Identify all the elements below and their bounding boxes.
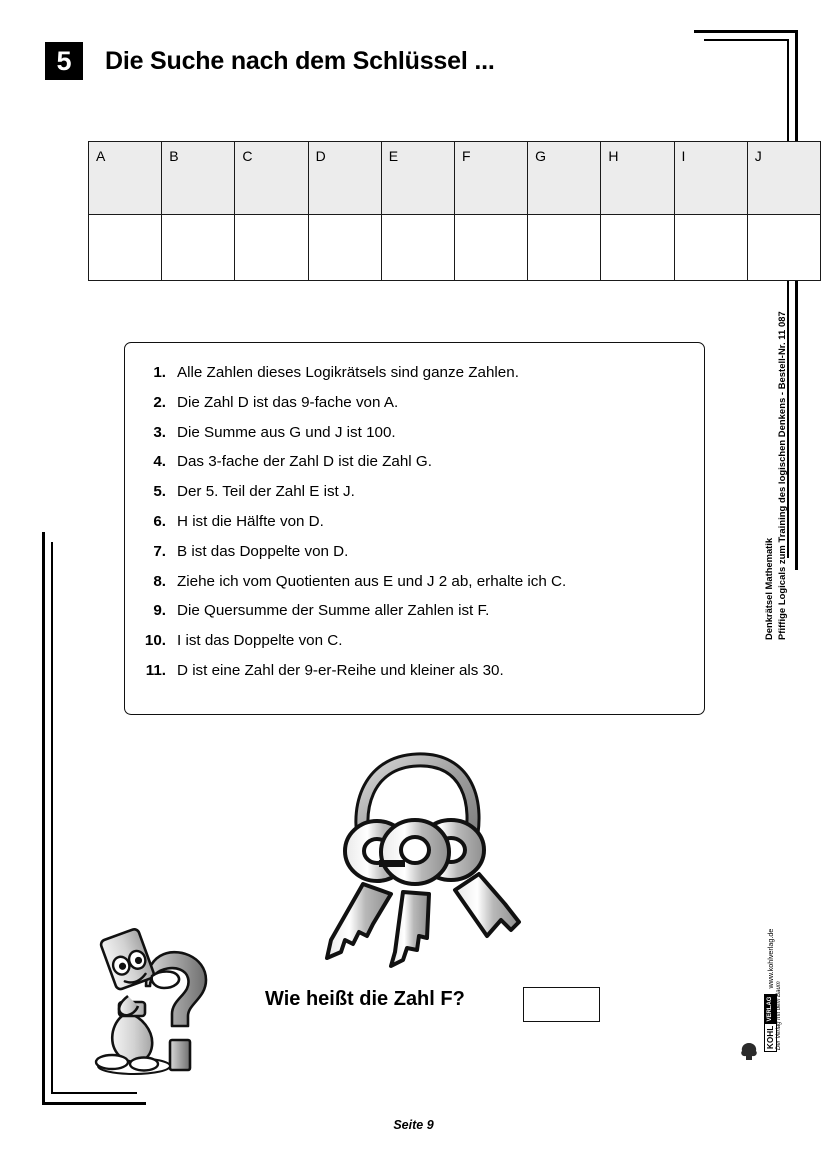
grid-answer-cell-c[interactable] [235, 215, 308, 281]
grid-header-cell-g: G [528, 142, 601, 215]
rule-text: Die Summe aus G und J ist 100. [177, 423, 396, 441]
rule-number: 4. [153, 453, 166, 471]
grid-header-cell-b: B [162, 142, 235, 215]
rule-text: Das 3-fache der Zahl D ist die Zahl G. [177, 453, 432, 471]
grid-answer-cell-j[interactable] [747, 215, 820, 281]
rule-text: B ist das Doppelte von D. [177, 542, 349, 560]
grid-header-cell-c: C [235, 142, 308, 215]
grid-header-cell-e: E [381, 142, 454, 215]
rule-text: Die Zahl D ist das 9-fache von A. [177, 393, 399, 411]
rule-item [125, 543, 704, 560]
logo-name: KOHL [766, 1025, 775, 1049]
rule-text: Die Quersumme der Summe aller Zahlen ist F. [177, 602, 490, 620]
rule-item [125, 364, 704, 381]
grid-answer-row [89, 215, 821, 281]
rule-text: D ist eine Zahl der 9-er-Reihe und kleiner als 30. [177, 661, 504, 679]
rule-number: 7. [153, 542, 166, 560]
page-footer: Seite 9 [393, 1118, 434, 1132]
grid-header-cell-a: A [89, 142, 162, 215]
rule-number: 1. [153, 364, 166, 381]
rule-text: Alle Zahlen dieses Logikrätsels sind ganze Zahlen. [177, 364, 519, 381]
rule-item [125, 424, 704, 441]
grid-header-row [89, 142, 821, 215]
publisher-url: www.kohlverlag.de [766, 928, 775, 989]
rule-number: 2. [153, 393, 166, 411]
imprint-line-1: Denkrätsel Mathematik [763, 537, 774, 640]
rule-text: H ist die Hälfte von D. [177, 512, 324, 530]
pencil-mascot-icon [82, 918, 210, 1078]
rule-item [125, 602, 704, 619]
grid-header-cell-i: I [674, 142, 747, 215]
grid-answer-cell-a[interactable] [89, 215, 162, 281]
rule-item [125, 662, 704, 679]
keys-bunch-icon [305, 744, 537, 968]
rules-list [125, 343, 704, 679]
grid-header-cell-j: J [747, 142, 820, 215]
rule-number: 10. [144, 632, 166, 650]
grid-header-cell-d: D [308, 142, 381, 215]
rule-item [125, 394, 704, 411]
rule-text: I ist das Doppelte von C. [177, 632, 343, 650]
grid-answer-cell-b[interactable] [162, 215, 235, 281]
logo-suffix: VERLAG [765, 995, 776, 1024]
rule-item [125, 453, 704, 470]
question-label: Wie heißt die Zahl F? [265, 988, 465, 1010]
rule-number: 6. [153, 512, 166, 530]
grid-header-cell-h: H [601, 142, 674, 215]
page-header [45, 42, 495, 80]
rule-number: 8. [153, 572, 166, 590]
publisher-slogan: Der Verlag mit dem Baum [776, 981, 782, 1050]
grid-answer-cell-d[interactable] [308, 215, 381, 281]
rule-number: 9. [153, 602, 166, 620]
side-imprint [762, 310, 789, 640]
rule-text: Ziehe ich vom Quotienten aus E und J 2 ab, erhalte ich C. [177, 572, 567, 590]
tree-logo-icon [738, 1040, 760, 1062]
grid-answer-cell-h[interactable] [601, 215, 674, 281]
rule-item [125, 573, 704, 590]
grid-answer-cell-g[interactable] [528, 215, 601, 281]
grid-answer-cell-f[interactable] [454, 215, 527, 281]
rule-item [125, 483, 704, 500]
question-answer-box[interactable] [523, 987, 600, 1022]
rule-number: 3. [153, 423, 166, 441]
rule-number: 5. [153, 483, 166, 501]
grid-answer-cell-e[interactable] [381, 215, 454, 281]
rule-number: 11. [145, 661, 166, 679]
grid-answer-cell-i[interactable] [674, 215, 747, 281]
grid-header-cell-f: F [454, 142, 527, 215]
rule-item [125, 513, 704, 530]
page-title: Die Suche nach dem Schlüssel ... [105, 46, 495, 75]
rule-item [125, 632, 704, 649]
rule-text: Der 5. Teil der Zahl E ist J. [177, 483, 355, 501]
answer-grid [88, 141, 821, 281]
exercise-number-badge: 5 [45, 42, 83, 80]
imprint-line-2: Pfiffige Logicals zum Training des logischen Denkens - Bestell-Nr. 11 087 [776, 311, 788, 640]
rules-box [124, 342, 705, 715]
